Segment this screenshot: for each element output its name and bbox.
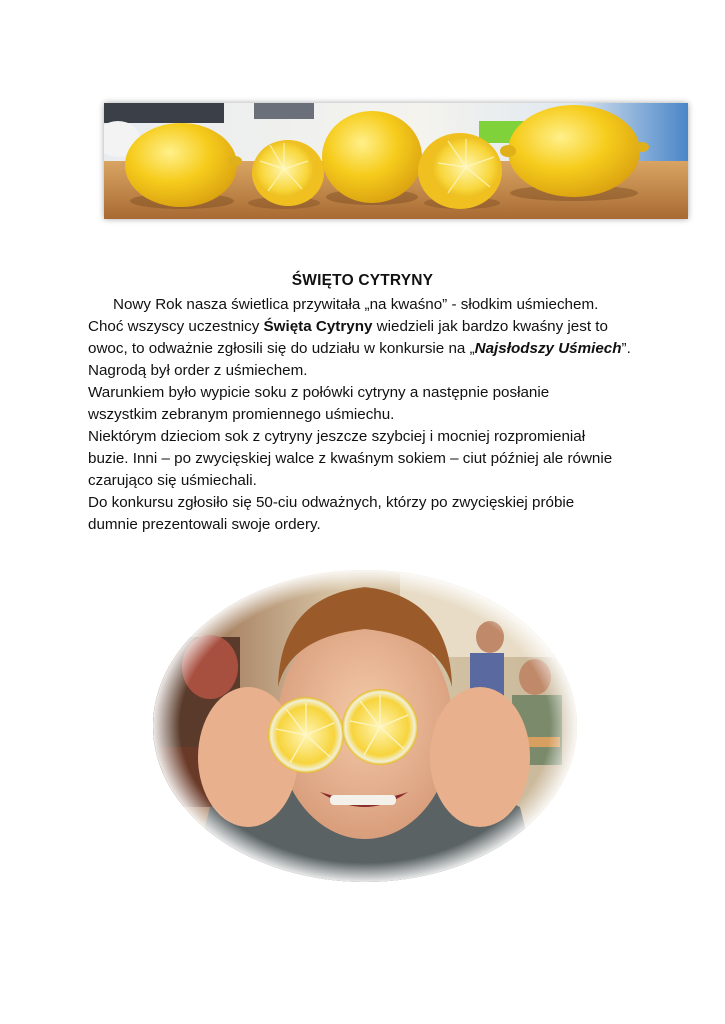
lemons-banner-photo <box>104 103 688 219</box>
paragraph-line: buzie. Inni – po zwycięskiej walce z kwaśnym sokiem – ciut później ale równie <box>88 450 613 467</box>
article-body <box>88 294 688 536</box>
text-span: Choć wszyscy uczestnicy <box>88 318 264 335</box>
event-name-bold: Święta Cytryny <box>263 318 373 335</box>
paragraph-line <box>88 316 688 338</box>
text-span: wiedzieli jak bardzo kwaśny jest to <box>372 318 608 335</box>
paragraph-line: dumnie prezentowali swoje ordery. <box>88 516 321 533</box>
boy-with-lemons-photo <box>150 567 580 885</box>
text-span: owoc, to odważnie zgłosili się do udziału w konkursie na „ <box>88 340 475 357</box>
paragraph-line <box>88 338 688 360</box>
paragraph-line: Nowy Rok nasza świetlica przywitała „na kwaśno” - słodkim uśmiechem. <box>113 296 599 313</box>
paragraph-line: Niektórym dzieciom sok z cytryny jeszcze szybciej i mocniej rozpromieniał <box>88 428 586 445</box>
paragraph-line: Nagrodą był order z uśmiechem. <box>88 362 308 379</box>
text-span: ”. <box>621 340 631 357</box>
paragraph-line: wszystkim zebranym promiennego uśmiechu. <box>88 406 395 423</box>
paragraph-line: Do konkursu zgłosiło się 50-ciu odważnych, którzy po zwycięskiej próbie <box>88 494 575 511</box>
paragraph-line: czarująco się uśmiechali. <box>88 472 257 489</box>
contest-name-bold-italic: Najsłodszy Uśmiech <box>474 340 622 357</box>
paragraph-line: Warunkiem było wypicie soku z połówki cytryny a następnie posłanie <box>88 384 550 401</box>
page-title: ŚWIĘTO CYTRYNY <box>291 272 434 289</box>
